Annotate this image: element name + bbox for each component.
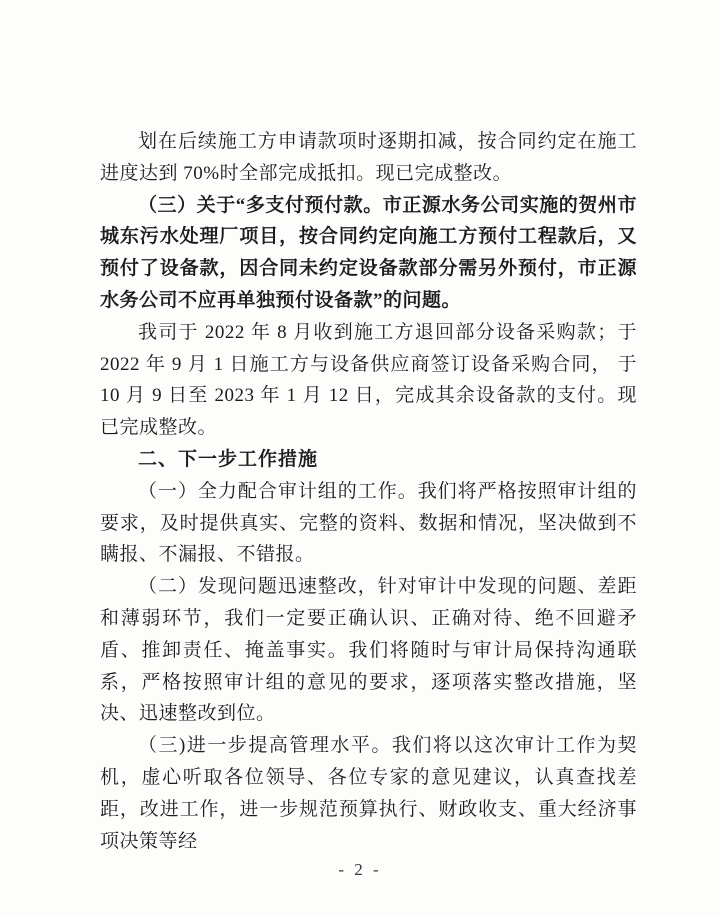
paragraph: （二）发现问题迅速整改，针对审计中发现的问题、差距和薄弱环节，我们一定要正确认识、正确对待、绝不回避矛盾、推卸责任、掩盖事实。我们将随时与审计局保持沟通联系，严格按照审计组的意见的要求，逐项落实整改措施，坚决、迅速整改到位。	[100, 576, 637, 725]
paragraph: （一）全力配合审计组的工作。我们将严格按照审计组的要求，及时提供真实、完整的资料、数据和情况，坚决做到不瞒报、不漏报、不错报。	[100, 480, 637, 566]
paragraph: 我司于 2022 年 8 月收到施工方退回部分设备采购款；于 2022 年 9 月 1 日施工方与设备供应商签订设备采购合同， 于 10 月 9 日至 2023 年 1 月 12 日，完成其余设备款的支付。现已完成整改。	[100, 321, 637, 439]
paragraph: （三)进一步提高管理水平。我们将以这次审计工作为契机，虚心听取各位领导、各位专家的意见建议，认真查找差距，改进工作，进一步规范预算执行、财政收支、重大经济事项决策等经	[100, 735, 637, 852]
page-number: - 2 -	[338, 860, 382, 879]
section-heading: 二、下一步工作措施	[138, 448, 319, 470]
document-text-block	[100, 126, 637, 857]
paragraph: （三）关于“多支付预付款。市正源水务公司实施的贺州市城东污水处理厂项目，按合同约定向施工方预付工程款后，又预付了设备款，因合同未约定设备款部分需另外预付，市正源水务公司不应再单独预付设备款”的问题。	[100, 194, 637, 311]
paragraph: 划在后续施工方申请款项时逐期扣减，按合同约定在施工进度达到 70%时全部完成抵扣。现已完成整改。	[100, 131, 637, 184]
